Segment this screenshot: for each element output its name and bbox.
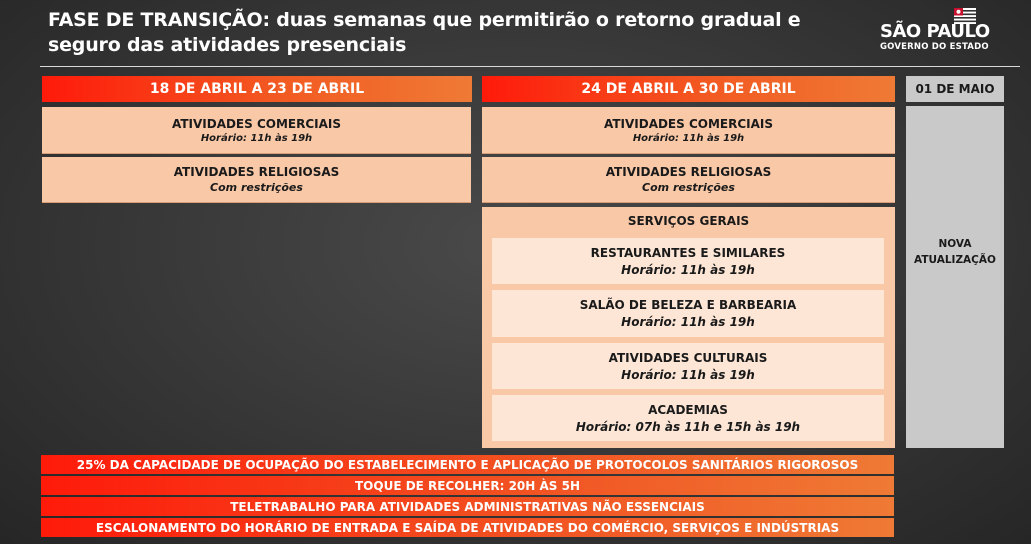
item-detail: Horário: 11h às 19h [632,132,745,144]
rule-bar-text: TOQUE DE RECOLHER: 20H ÀS 5H [354,478,580,493]
update-line-1: NOVA [938,238,972,250]
sao-paulo-logo [878,8,998,54]
col1-header-label: 18 DE ABRIL A 23 DE ABRIL [149,81,365,97]
service-title: RESTAURANTES E SIMILARES [590,245,786,260]
update-text [906,236,1004,268]
update-line-2: ATUALIZAÇÃO [914,254,996,266]
service-item-cultural [492,343,884,389]
rule-bar-text: ESCALONAMENTO DO HORÁRIO DE ENTRADA E SAÍDA DE ATIVIDADES DO COMÉRCIO, SERVIÇOS E INDÚSTRIAS [95,520,840,535]
logo-name: SÃO PAULO [880,21,990,42]
service-detail: Horário: 11h às 19h [621,367,755,382]
col3-update-panel [906,106,1004,448]
service-title: ATIVIDADES CULTURAIS [608,350,768,365]
service-detail: Horário: 11h às 19h [621,262,755,277]
rule-bar-capacity [41,455,894,474]
title-line-1: FASE DE TRANSIÇÃO: duas semanas que permitirão o retorno gradual e [48,9,801,31]
title-divider [40,66,1020,67]
col3-header [906,76,1004,102]
service-title: SALÃO DE BELEZA E BARBEARIA [579,298,797,312]
service-item-gyms [492,395,884,441]
service-title: ACADEMIAS [648,402,728,417]
rule-bar-staggering [41,518,894,537]
item-detail: Horário: 11h às 19h [200,132,313,144]
service-item-restaurants [492,238,884,284]
services-panel [482,207,895,448]
item-detail: Com restrições [642,181,735,194]
item-detail: Com restrições [210,181,303,194]
title-line-2: seguro das atividades presenciais [48,34,407,56]
item-title: ATIVIDADES RELIGIOSAS [173,165,340,179]
col3-header-label: 01 DE MAIO [915,82,995,96]
service-detail: Horário: 11h às 19h [621,315,755,329]
rule-bar-telework [41,497,894,516]
item-title: ATIVIDADES RELIGIOSAS [605,165,772,179]
col2-item-commercial [482,107,895,154]
rule-bar-text: TELETRABALHO PARA ATIVIDADES ADMINISTRATIVAS NÃO ESSENCIAIS [230,499,705,514]
item-title: ATIVIDADES COMERCIAIS [171,116,342,131]
col2-item-religious [482,157,895,203]
col1-header [42,76,472,102]
logo-subtitle: GOVERNO DO ESTADO [880,42,989,52]
col2-header [482,76,895,102]
col2-header-label: 24 DE ABRIL A 30 DE ABRIL [581,81,796,97]
rule-bar-curfew [41,476,894,495]
page-title [48,8,808,58]
service-item-beauty [492,290,884,337]
rule-bar-text: 25% DA CAPACIDADE DE OCUPAÇÃO DO ESTABELECIMENTO E APLICAÇÃO DE PROTOCOLOS SANITÁRIOS RIGOROSOS [76,457,859,472]
service-detail: Horário: 07h às 11h e 15h às 19h [575,419,801,434]
services-title: SERVIÇOS GERAIS [627,214,750,228]
col1-item-commercial [42,107,471,154]
item-title: ATIVIDADES COMERCIAIS [603,116,774,131]
col1-item-religious [42,157,471,203]
